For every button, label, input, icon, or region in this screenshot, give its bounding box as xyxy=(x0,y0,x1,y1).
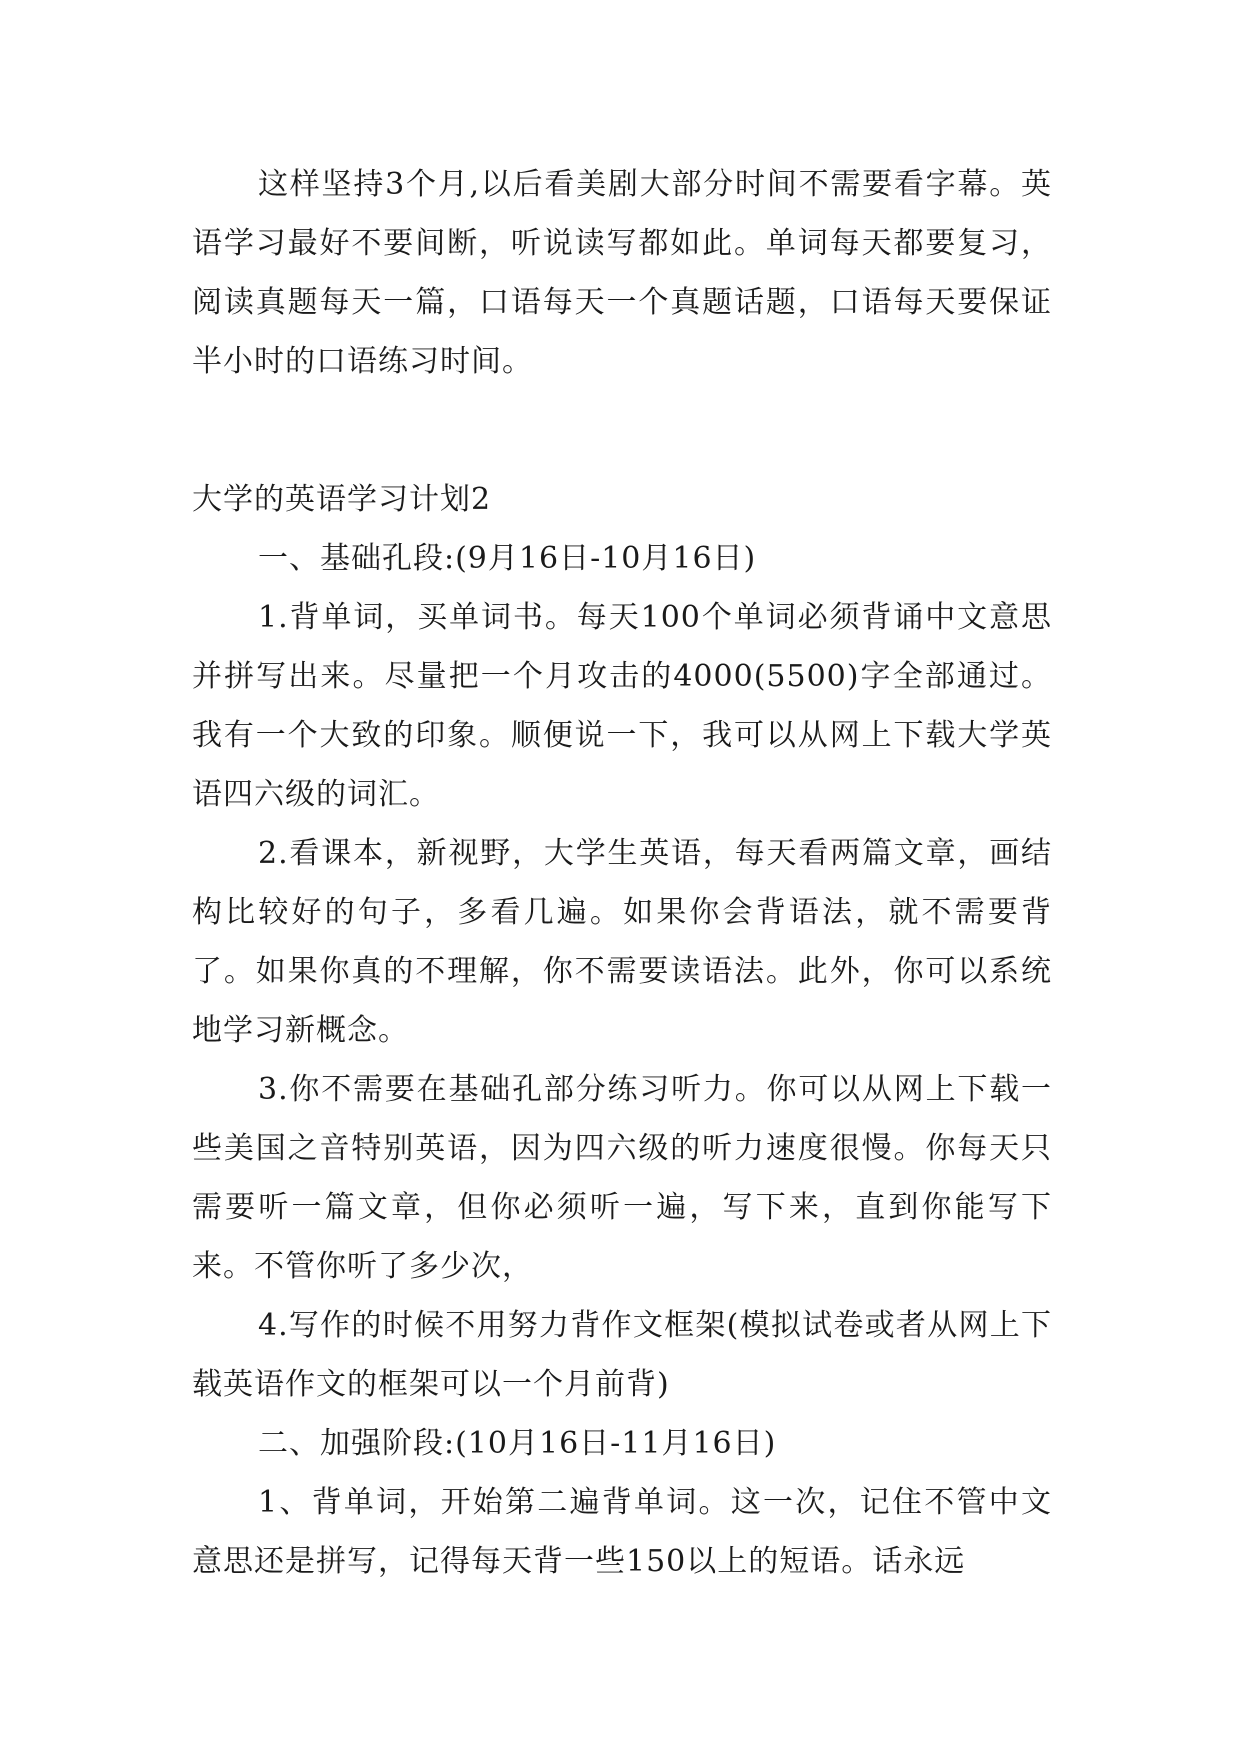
stage1-item-4: 4.写作的时候不用努力背作文框架(模拟试卷或者从网上下载英语作文的框架可以一个月前背) xyxy=(192,1308,1052,1402)
stage1-item-3: 3.你不需要在基础孔部分练习听力。你可以从网上下载一些美国之音特别英语，因为四六级的听力速度很慢。你每天只需要听一篇文章，但你必须听一遍，写下来，直到你能写下来。不管你听了多少次， xyxy=(192,1072,1052,1284)
intro-paragraph: 这样坚持3个月,以后看美剧大部分时间不需要看字幕。英语学习最好不要间断，听说读写都如此。单词每天都要复习，阅读真题每天一篇，口语每天一个真题话题，口语每天要保证半小时的口语练习时间。 xyxy=(192,167,1052,379)
stage1-item-1: 1.背单词，买单词书。每天100个单词必须背诵中文意思并拼写出来。尽量把一个月攻击的4000(5500)字全部通过。我有一个大致的印象。顺便说一下，我可以从网上下载大学英语四六级的词汇。 xyxy=(192,600,1052,812)
paragraph-spacer xyxy=(192,391,1052,470)
document-body xyxy=(192,155,1052,1591)
stage2-heading: 二、加强阶段:(10月16日-11月16日) xyxy=(258,1426,777,1461)
stage2-item-1: 1、背单词，开始第二遍背单词。这一次，记住不管中文意思还是拼写，记得每天背一些150以上的短语。话永远 xyxy=(192,1485,1052,1579)
stage1-heading: 一、基础孔段:(9月16日-10月16日) xyxy=(258,541,757,576)
stage1-item-2: 2.看课本，新视野，大学生英语，每天看两篇文章，画结构比较好的句子，多看几遍。如果你会背语法，就不需要背了。如果你真的不理解，你不需要读语法。此外，你可以系统地学习新概念。 xyxy=(192,836,1052,1048)
section-title: 大学的英语学习计划2 xyxy=(192,482,492,517)
